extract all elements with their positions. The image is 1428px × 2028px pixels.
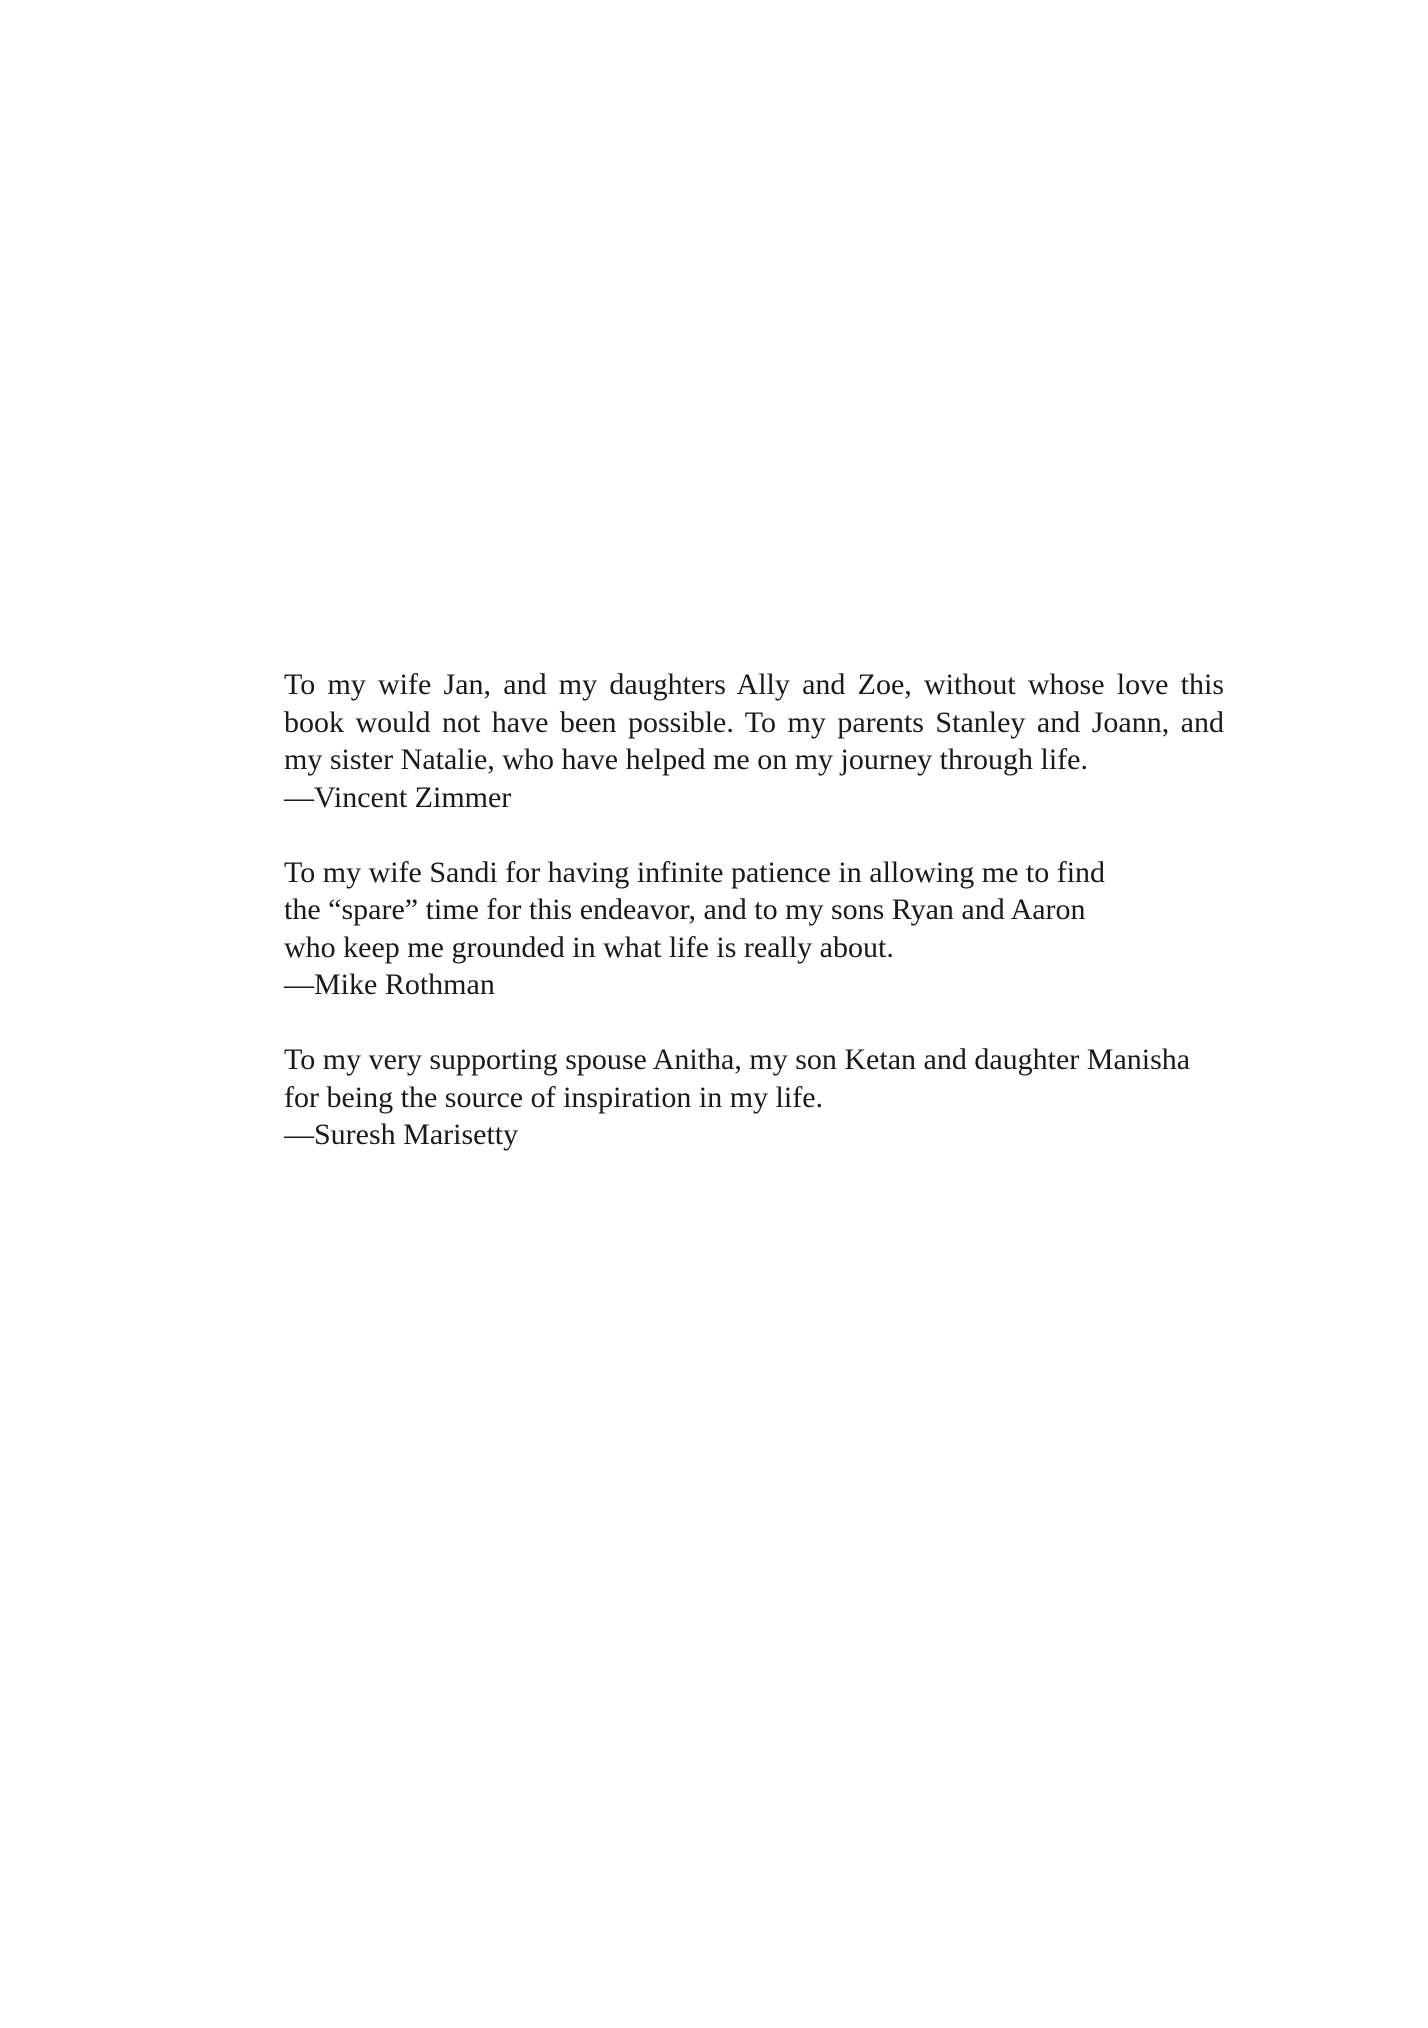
dedication-signature: —Mike Rothman <box>284 968 495 1001</box>
dedication-signature: —Suresh Marisetty <box>284 1118 519 1151</box>
dedication-vincent-zimmer <box>284 666 1224 816</box>
dedication-mike-rothman <box>284 854 1224 1004</box>
dedication-line: To my wife Sandi for having infinite patience in allowing me to find <box>284 855 1106 889</box>
dedication-block <box>284 666 1224 1154</box>
dedication-signature: —Vincent Zimmer <box>284 780 512 814</box>
dedication-line: book would not have been possible. To my parents Stanley and Joann, and <box>284 705 1224 739</box>
dedication-line: for being the source of inspiration in my life. <box>284 1080 824 1114</box>
dedication-line: To my wife Jan, and my daughters Ally and Zoe, without whose love this <box>284 668 1224 701</box>
dedication-line: who keep me grounded in what life is really about. <box>284 930 894 964</box>
dedication-suresh-marisetty <box>284 1041 1224 1154</box>
dedication-line: To my very supporting spouse Anitha, my son Ketan and daughter Manisha <box>284 1043 1191 1076</box>
dedication-line: the “spare” time for this endeavor, and to my sons Ryan and Aaron <box>284 893 1086 926</box>
dedication-line: my sister Natalie, who have helped me on my journey through life. <box>284 743 1088 776</box>
